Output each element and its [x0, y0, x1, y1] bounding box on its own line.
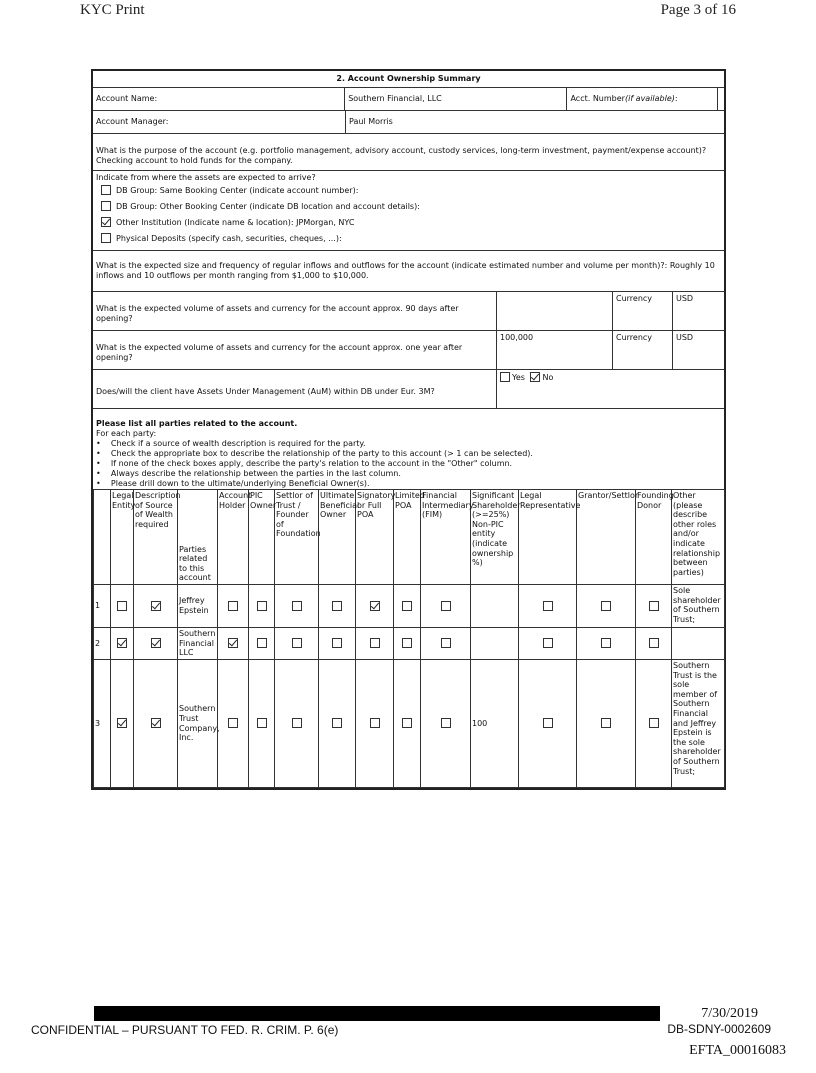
significant-shareholder-header: Significant Shareholder (>=25%) Non-PIC entity (indicate ownership %) [471, 490, 519, 585]
unchecked-checkbox[interactable] [292, 638, 302, 648]
checkbox-cell [421, 585, 471, 628]
checkbox-cell [319, 628, 356, 660]
table-row [94, 628, 725, 660]
acct-number-label [567, 88, 718, 110]
aum-label: Does/will the client have Assets Under Management (AuM) within DB under Eur. 3M? [93, 370, 497, 408]
unchecked-checkbox[interactable] [370, 718, 380, 728]
checked-checkbox[interactable] [151, 638, 161, 648]
checkbox-cell [421, 660, 471, 788]
significant-shareholder-value [471, 628, 519, 660]
aum-no-checkbox[interactable] [530, 372, 540, 382]
checked-checkbox[interactable] [117, 638, 127, 648]
unchecked-checkbox[interactable] [543, 638, 553, 648]
unchecked-checkbox[interactable] [257, 601, 267, 611]
parties-instructions [93, 409, 724, 489]
grantor-settlor-header: Grantor/Settlor [577, 490, 636, 585]
checkbox-cell [249, 585, 275, 628]
checked-checkbox[interactable] [228, 638, 238, 648]
checkbox-cell [519, 660, 577, 788]
confidential-notice: CONFIDENTIAL – PURSUANT TO FED. R. CRIM. P. 6(e) [31, 1023, 339, 1037]
redaction-bar [94, 1006, 660, 1021]
checkbox-cell [577, 585, 636, 628]
assets-origin-label: Indicate from where the assets are expected to arrive? [96, 173, 316, 182]
volume-90d-currency-value: USD [676, 294, 694, 303]
significant-shareholder-value: 100 [471, 660, 519, 788]
significant-shareholder-value [471, 585, 519, 628]
unchecked-checkbox[interactable] [601, 601, 611, 611]
aum-row [93, 370, 724, 409]
aum-yes-checkbox[interactable] [500, 372, 510, 382]
checkbox-cell [577, 628, 636, 660]
unchecked-checkbox[interactable] [257, 638, 267, 648]
unchecked-checkbox[interactable] [228, 601, 238, 611]
unchecked-checkbox[interactable] [292, 601, 302, 611]
unchecked-checkbox[interactable] [441, 718, 451, 728]
checkbox-cell [394, 585, 421, 628]
flows-row [93, 251, 724, 292]
checkbox-cell [577, 660, 636, 788]
checkbox-cell [275, 628, 319, 660]
account-name-row [93, 88, 724, 111]
purpose-row [93, 134, 724, 171]
volume-1y-label: What is the expected volume of assets and currency for the account approx. one year after opening? [93, 331, 497, 369]
footer-date: 7/30/2019 [701, 1006, 758, 1021]
pic-owner-header: PIC Owner [249, 490, 275, 585]
volume-90d-label: What is the expected volume of assets and currency for the account approx. 90 days after opening? [93, 292, 497, 330]
row-number: 1 [94, 585, 111, 628]
parties-header-row [94, 490, 725, 585]
section-title: 2. Account Ownership Summary [336, 74, 481, 83]
row-number: 3 [94, 660, 111, 788]
unchecked-checkbox[interactable] [257, 718, 267, 728]
asset-option-same-booking[interactable] [96, 183, 721, 199]
legal-entity-header: Legal Entity [111, 490, 134, 585]
header-title: KYC Print [80, 2, 145, 18]
account-manager-value: Paul Morris [349, 117, 393, 126]
table-row [94, 585, 725, 628]
parties-bullet: • Please drill down to the ultimate/underlying Beneficial Owner(s). [96, 479, 370, 488]
unchecked-checkbox[interactable] [543, 718, 553, 728]
checkbox-cell [636, 660, 672, 788]
checkbox-cell [275, 660, 319, 788]
checkbox-cell [134, 585, 178, 628]
asset-option-label: DB Group: Same Booking Center (indicate account number): [116, 186, 359, 195]
account-manager-label: Account Manager: [93, 111, 346, 133]
aum-options [497, 370, 724, 408]
checkbox-cell [249, 660, 275, 788]
parties-bullet: • Check the appropriate box to describe the relationship of the party to this account (> 1 can be selected). [96, 449, 533, 458]
party-name: Southern Trust Company, Inc. [178, 660, 218, 788]
purpose-question: What is the purpose of the account (e.g. portfolio management, advisory account, custody services, long-term investment, payment/expense account)? Checking account to hold funds for the company. [96, 146, 707, 165]
checkbox-cell [218, 660, 249, 788]
checkbox-cell [519, 585, 577, 628]
legal-representative-header: Legal Representative [519, 490, 577, 585]
account-name-value: Southern Financial, LLC [345, 88, 567, 110]
parties-bullet: • Check if a source of wealth description is required for the party. [96, 439, 366, 448]
parties-title: Please list all parties related to the account. [96, 419, 298, 428]
volume-90d-currency-label: Currency [613, 292, 673, 330]
acct-number-value [718, 88, 724, 110]
checkbox-cell [218, 585, 249, 628]
checked-checkbox[interactable] [370, 601, 380, 611]
asset-option-physical-deposits[interactable] [96, 231, 721, 247]
checked-checkbox[interactable] [117, 718, 127, 728]
efta-number: EFTA_00016083 [689, 1043, 786, 1058]
volume-1y-currency-label: Currency [613, 331, 673, 369]
checkbox-cell [275, 585, 319, 628]
checkbox-cell [519, 628, 577, 660]
unchecked-checkbox[interactable] [441, 638, 451, 648]
checkbox-cell [134, 660, 178, 788]
fim-header: Financial Intermediary (FIM) [421, 490, 471, 585]
asset-option-label: Other Institution (Indicate name & location): JPMorgan, NYC [116, 218, 355, 227]
checkbox-cell [394, 628, 421, 660]
row-number-header [94, 490, 111, 585]
acct-number-hint: (if available) [624, 94, 675, 103]
checkbox-cell [421, 628, 471, 660]
ubo-header: Ultimate Beneficial Owner [319, 490, 356, 585]
asset-option-other-booking[interactable] [96, 199, 721, 215]
parties-bullet: • Always describe the relationship between the parties in the last column. [96, 469, 401, 478]
unchecked-checkbox[interactable] [441, 601, 451, 611]
checkbox-cell [636, 628, 672, 660]
parties-table [93, 489, 725, 788]
aum-no-label: No [542, 373, 554, 382]
checkbox-cell [249, 628, 275, 660]
asset-option-checkbox[interactable] [101, 233, 111, 243]
flows-question: What is the expected size and frequency of regular inflows and outflows for the account (indicate estimated number and volume per month)?: Roughly 10 inflows and 10 outflows per month ranging from $1,000 to $10,000. [96, 261, 715, 280]
checkbox-cell [111, 660, 134, 788]
row-number: 2 [94, 628, 111, 660]
other-description: Sole shareholder of Southern Trust; [672, 585, 725, 628]
asset-option-label: DB Group: Other Booking Center (indicate DB location and account details): [116, 202, 420, 211]
founding-donor-header: Founding Donor [636, 490, 672, 585]
aum-yes-label: Yes [512, 373, 525, 382]
unchecked-checkbox[interactable] [649, 718, 659, 728]
other-description: Southern Trust is the sole member of Southern Financial and Jeffrey Epstein is the sole shareholder of Southern Trust; [672, 660, 725, 788]
checkbox-cell [319, 660, 356, 788]
other-description [672, 628, 725, 660]
bates-number: DB-SDNY-0002609 [667, 1022, 771, 1036]
parties-intro: For each party: [96, 429, 157, 438]
asset-option-checkbox[interactable] [101, 201, 111, 211]
account-ownership-form [91, 69, 726, 790]
volume-1y-currency-value: USD [676, 333, 694, 342]
checkbox-cell [134, 628, 178, 660]
checkbox-cell [356, 660, 394, 788]
acct-number-colon: : [674, 94, 678, 103]
asset-option-checkbox[interactable] [101, 185, 111, 195]
unchecked-checkbox[interactable] [601, 638, 611, 648]
table-row [94, 660, 725, 788]
checkbox-cell [319, 585, 356, 628]
unchecked-checkbox[interactable] [601, 718, 611, 728]
checkbox-cell [356, 628, 394, 660]
parties-header: Parties related to this account [178, 490, 218, 585]
unchecked-checkbox[interactable] [292, 718, 302, 728]
unchecked-checkbox[interactable] [402, 601, 412, 611]
assets-origin-section [93, 171, 724, 251]
party-name: Southern Financial LLC [178, 628, 218, 660]
unchecked-checkbox[interactable] [543, 601, 553, 611]
parties-bullet: • If none of the check boxes apply, describe the party's relation to the account in the "Other" column. [96, 459, 513, 468]
volume-1y-value[interactable]: 100,000 [497, 331, 613, 369]
checkbox-cell [111, 585, 134, 628]
account-holder-header: Account Holder [218, 490, 249, 585]
checkbox-cell [218, 628, 249, 660]
asset-option-label: Physical Deposits (specify cash, securities, cheques, ...): [116, 234, 342, 243]
checked-checkbox[interactable] [151, 601, 161, 611]
unchecked-checkbox[interactable] [228, 718, 238, 728]
checkbox-cell [394, 660, 421, 788]
unchecked-checkbox[interactable] [402, 638, 412, 648]
checkbox-cell [356, 585, 394, 628]
unchecked-checkbox[interactable] [649, 601, 659, 611]
party-name: Jeffrey Epstein [178, 585, 218, 628]
signatory-header: Signatory or Full POA [356, 490, 394, 585]
form-frame [91, 69, 726, 790]
unchecked-checkbox[interactable] [649, 638, 659, 648]
volume-90d-value[interactable] [497, 292, 613, 330]
unchecked-checkbox[interactable] [332, 638, 342, 648]
asset-option-checkbox[interactable] [101, 217, 111, 227]
unchecked-checkbox[interactable] [402, 718, 412, 728]
account-manager-row [93, 111, 724, 134]
other-header: Other (please describe other roles and/or indicate relationship between parties) [672, 490, 725, 585]
unchecked-checkbox[interactable] [332, 718, 342, 728]
settlor-header: Settlor of Trust / Founder of Foundation [275, 490, 319, 585]
unchecked-checkbox[interactable] [117, 601, 127, 611]
checkbox-cell [636, 585, 672, 628]
unchecked-checkbox[interactable] [370, 638, 380, 648]
asset-option-other-institution[interactable] [96, 215, 721, 231]
unchecked-checkbox[interactable] [332, 601, 342, 611]
section-title-row [93, 71, 724, 88]
description-header: Description of Source of Wealth required [134, 490, 178, 585]
volume-1y-row [93, 331, 724, 370]
volume-90d-row [93, 292, 724, 331]
checked-checkbox[interactable] [151, 718, 161, 728]
checkbox-cell [111, 628, 134, 660]
acct-number-label-text: Acct. Number [570, 94, 625, 103]
parties-table-body [94, 585, 725, 788]
account-name-label: Account Name: [93, 88, 345, 110]
limited-poa-header: Limited POA [394, 490, 421, 585]
header-page-number: Page 3 of 16 [660, 2, 736, 18]
